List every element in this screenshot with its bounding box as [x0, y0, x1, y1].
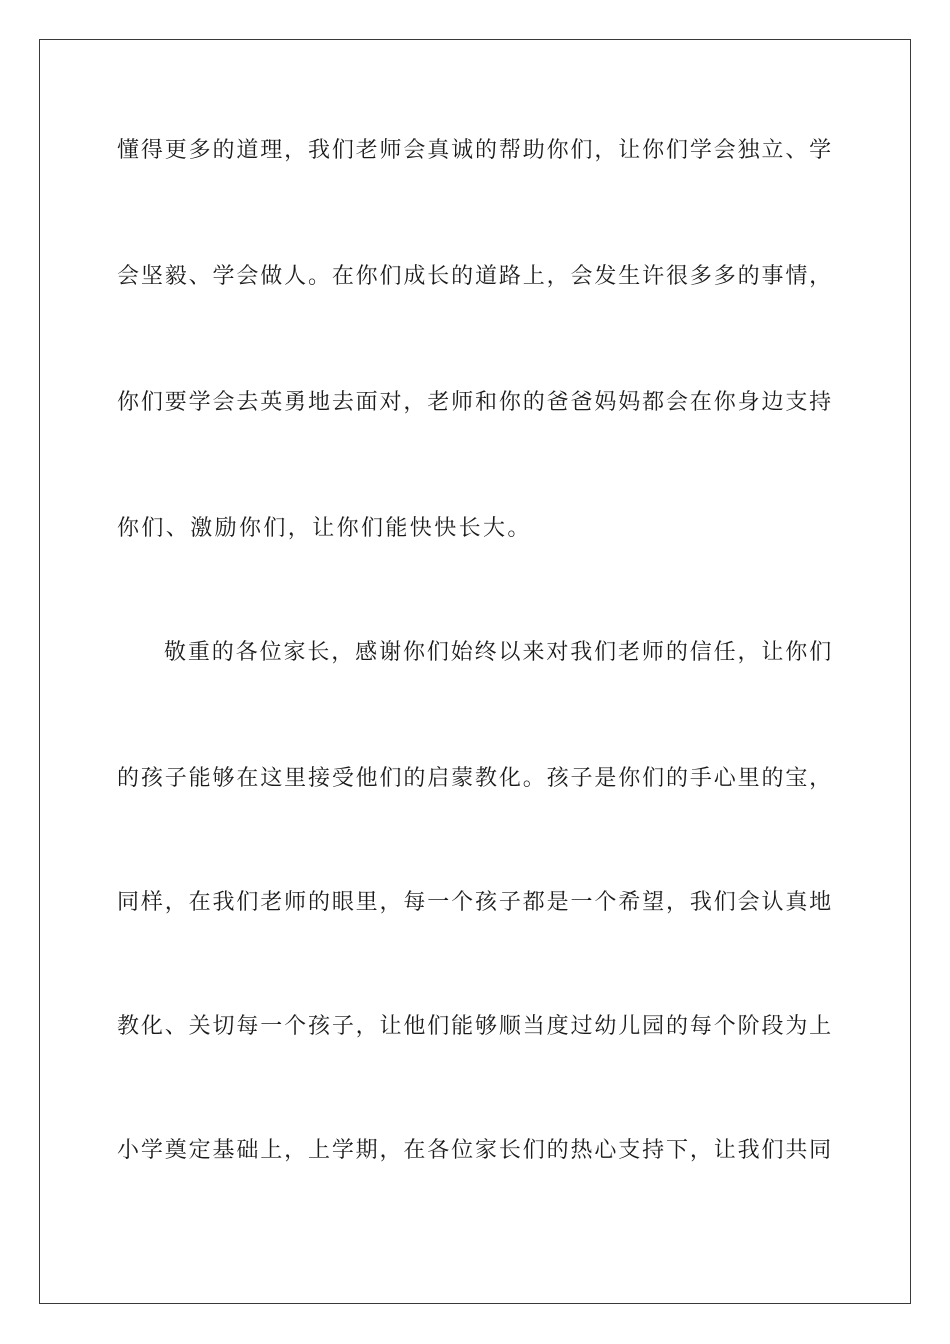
text-line-6: 的孩子能够在这里接受他们的启蒙教化。孩子是你们的手心里的宝，	[117, 766, 833, 791]
text-line-4: 你们、激励你们，让你们能快快长大。	[117, 516, 532, 541]
text-line-5-paragraph-start: 敬重的各位家长，感谢你们始终以来对我们老师的信任，让你们	[164, 640, 833, 665]
text-line-7: 同样，在我们老师的眼里，每一个孩子都是一个希望，我们会认真地	[117, 890, 833, 915]
text-line-9: 小学奠定基础上，上学期，在各位家长们的热心支持下，让我们共同	[117, 1138, 833, 1163]
text-line-2: 会坚毅、学会做人。在你们成长的道路上，会发生许很多多的事情，	[117, 264, 833, 289]
text-line-3: 你们要学会去英勇地去面对，老师和你的爸爸妈妈都会在你身边支持	[117, 390, 833, 415]
text-line-8: 教化、关切每一个孩子，让他们能够顺当度过幼儿园的每个阶段为上	[117, 1014, 833, 1039]
text-line-1: 懂得更多的道理，我们老师会真诚的帮助你们，让你们学会独立、学	[117, 138, 833, 163]
